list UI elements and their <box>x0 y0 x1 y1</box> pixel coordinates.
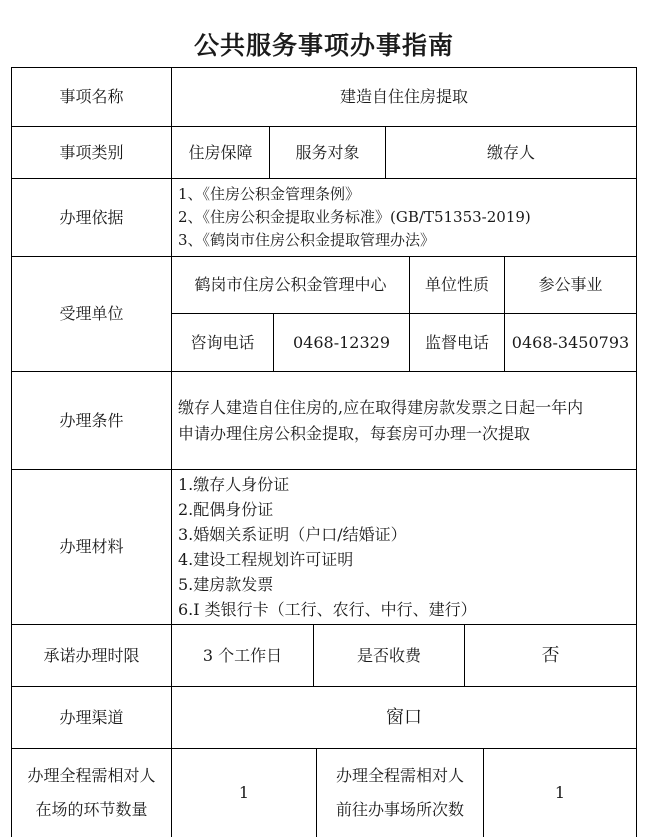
unit-nature-value: 参公事业 <box>538 275 603 294</box>
material-item: 5.建房款发票 <box>178 575 274 594</box>
consult-phone-label: 咨询电话 <box>190 332 255 352</box>
fee-value: 否 <box>541 644 560 666</box>
basis-item: 3、《鹤岗市住房公积金提取管理办法》 <box>178 231 436 249</box>
unit-label: 受理单位 <box>59 304 124 323</box>
service-target-label: 服务对象 <box>295 142 360 162</box>
item-category-value: 住房保障 <box>188 142 253 162</box>
onsite-steps-label <box>12 749 171 837</box>
fee-label: 是否收费 <box>356 645 421 665</box>
onsite-steps-label-line: 办理全程需相对人 <box>27 766 156 785</box>
conditions-text <box>172 372 636 469</box>
conditions-line: 缴存人建造自住住房的,应在取得建房款发票之日起一年内 <box>178 397 584 417</box>
basis-label: 办理依据 <box>59 207 124 227</box>
material-item: 6.I 类银行卡（工行、农行、中行、建行） <box>178 600 477 619</box>
visits-value: 1 <box>554 783 566 802</box>
item-category-label: 事项类别 <box>59 142 124 162</box>
time-limit-value: 3 个工作日 <box>202 645 283 665</box>
material-item: 3.婚姻关系证明（户口/结婚证） <box>178 525 407 544</box>
service-target-value: 缴存人 <box>486 142 535 162</box>
visits-label-line: 办理全程需相对人 <box>335 766 464 785</box>
conditions-line: 申请办理住房公积金提取，每套房可办理一次提取 <box>178 423 531 443</box>
item-name-label: 事项名称 <box>59 87 124 106</box>
basis-item: 1、《住房公积金管理条例》 <box>178 185 361 203</box>
visits-label-line: 前往办事场所次数 <box>335 800 464 819</box>
onsite-steps-value: 1 <box>238 783 250 802</box>
materials-list <box>172 470 636 624</box>
material-item: 2.配偶身份证 <box>178 500 274 519</box>
time-limit-label: 承诺办理时限 <box>43 645 140 665</box>
conditions-label: 办理条件 <box>59 410 124 430</box>
material-item: 4.建设工程规划许可证明 <box>178 550 354 569</box>
basis-item: 2、《住房公积金提取业务标准》(GB/T51353-2019) <box>178 208 531 226</box>
page-title: 公共服务事项办事指南 <box>193 31 454 60</box>
onsite-steps-label-line: 在场的环节数量 <box>35 800 148 819</box>
supervise-phone-label: 监督电话 <box>424 332 489 352</box>
material-item: 1.缴存人身份证 <box>178 475 290 494</box>
supervise-phone-value: 0468-3450793 <box>511 332 630 352</box>
channel-value: 窗口 <box>386 706 422 728</box>
channel-label: 办理渠道 <box>59 707 124 727</box>
visits-label <box>317 749 483 837</box>
consult-phone-value: 0468-12329 <box>292 332 391 352</box>
item-name-value: 建造自住住房提取 <box>339 87 468 106</box>
materials-label: 办理材料 <box>59 537 124 556</box>
unit-nature-label: 单位性质 <box>424 275 489 294</box>
unit-name: 鹤岗市住房公积金管理中心 <box>194 275 387 294</box>
basis-list <box>172 179 636 256</box>
